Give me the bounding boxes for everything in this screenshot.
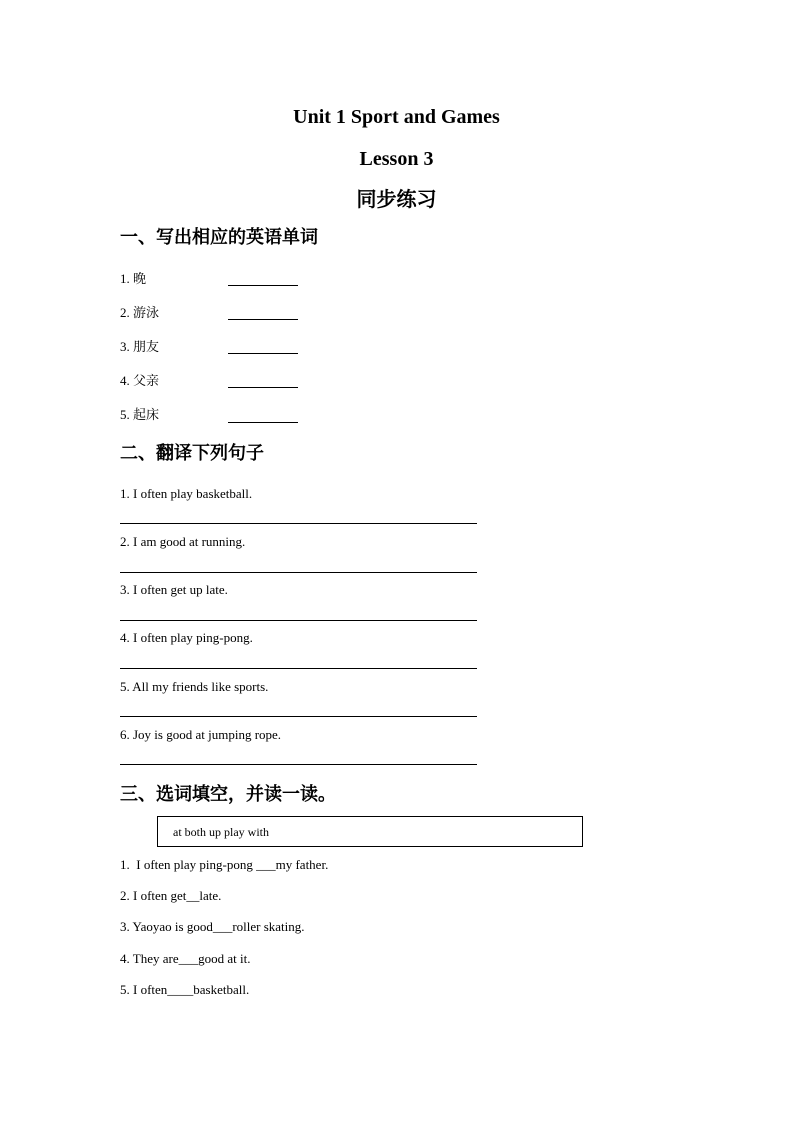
vocab-item-number: 2. <box>120 305 130 320</box>
fill-blank-item-4: 4. They are___good at it. <box>120 951 251 966</box>
page-title: Unit 1 Sport and Games <box>293 106 500 128</box>
vocab-item-number: 3. <box>120 339 130 354</box>
vocab-item-number: 5. <box>120 407 130 422</box>
translate-sentence-6: 6. Joy is good at jumping rope. <box>120 727 282 742</box>
vocab-item-word: 晚 <box>133 272 147 287</box>
translation-line-6[interactable] <box>120 764 477 765</box>
section1-heading: 一、写出相应的英语单词 <box>120 227 318 248</box>
translate-sentence-2: 2. I am good at running. <box>120 534 246 549</box>
vocab-item-3 <box>120 339 159 356</box>
vocab-item-2 <box>120 305 159 322</box>
vocab-item-word: 起床 <box>133 408 160 423</box>
answer-blank-4[interactable] <box>228 387 298 388</box>
fill-blank-item-1: 1. I often play ping-pong ___my father. <box>120 857 329 872</box>
translation-line-4[interactable] <box>120 668 477 669</box>
fill-blank-item-2: 2. I often get__late. <box>120 888 222 903</box>
vocab-item-word: 朋友 <box>133 340 160 355</box>
answer-blank-5[interactable] <box>228 422 298 423</box>
section3-heading: 三、选词填空，并读一读。 <box>120 784 336 805</box>
answer-blank-1[interactable] <box>228 285 298 286</box>
vocab-item-word: 父亲 <box>133 374 160 389</box>
vocab-item-4 <box>120 373 159 390</box>
translation-line-1[interactable] <box>120 523 477 524</box>
fill-blank-item-5: 5. I often____basketball. <box>120 982 250 997</box>
vocab-item-number: 1. <box>120 271 130 286</box>
translation-line-5[interactable] <box>120 716 477 717</box>
translate-sentence-5: 5. All my friends like sports. <box>120 679 269 694</box>
translation-line-2[interactable] <box>120 572 477 573</box>
vocab-item-5 <box>120 407 159 424</box>
vocab-item-word: 游泳 <box>133 306 160 321</box>
vocab-item-number: 4. <box>120 373 130 388</box>
translation-line-3[interactable] <box>120 620 477 621</box>
section2-heading: 二、翻译下列句子 <box>120 443 264 464</box>
answer-blank-2[interactable] <box>228 319 298 320</box>
translate-sentence-1: 1. I often play basketball. <box>120 486 253 501</box>
fill-blank-item-3: 3. Yaoyao is good___roller skating. <box>120 919 305 934</box>
translate-sentence-4: 4. I often play ping-pong. <box>120 630 253 645</box>
lesson-title: Lesson 3 <box>359 148 434 170</box>
answer-blank-3[interactable] <box>228 353 298 354</box>
worksheet-subtitle: 同步练习 <box>356 187 437 211</box>
word-bank-box: at both up play with <box>157 816 583 847</box>
translate-sentence-3: 3. I often get up late. <box>120 582 228 597</box>
vocab-item-1 <box>120 271 146 288</box>
